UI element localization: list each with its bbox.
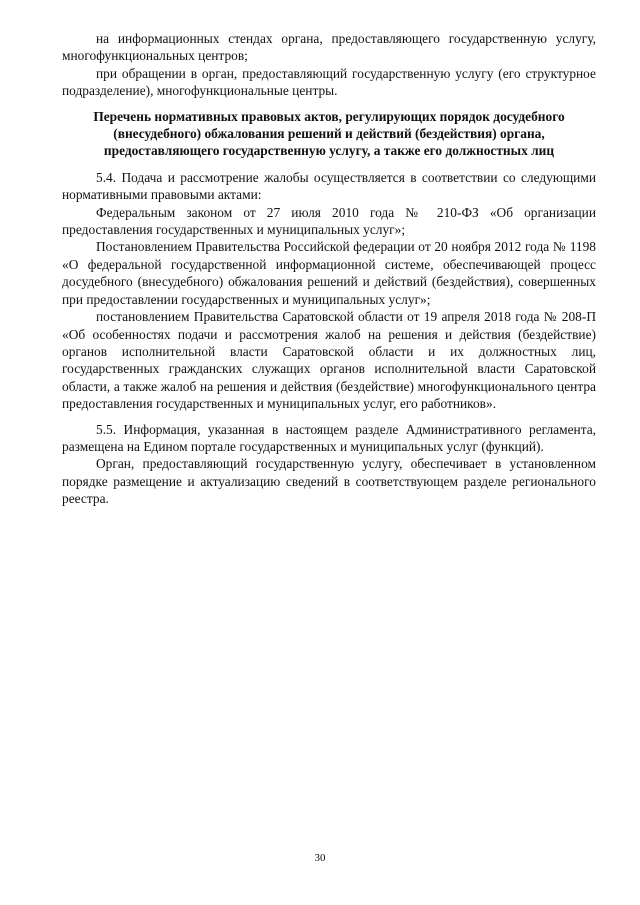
document-body: [62, 30, 596, 508]
paragraph-5-5: 5.5. Информация, указанная в настоящем разделе Административного регламента, размещена на Едином портале государственных и муниципальных услуг (функций).: [62, 421, 596, 454]
paragraph-direct-appeal: при обращении в орган, предоставляющий государственную услугу (его структурное подразделение), многофункциональные центры.: [62, 65, 596, 99]
section-heading: Перечень нормативных правовых актов, регулирующих порядок досудебного (внесудебного) обжалования решений и действий (бездействия) органа, предоставляющего государственную услугу, а также его должностных лиц: [93, 108, 565, 159]
paragraph-government-resolution: Постановлением Правительства Российской федерации от 20 ноября 2012 года № 1198 «О федеральной государственной информационной системе, обеспечивающей процесс досудебного (внесудебного) обжалования решений и действий (бездействия), совершенных при предоставлении государственных и муниципальных услуг»;: [62, 239, 596, 307]
paragraph-federal-law: Федеральным законом от 27 июля 2010 года № 210-ФЗ «Об организации предоставления государственных и муниципальных услуг»;: [62, 204, 596, 238]
paragraph-info-stands: на информационных стендах органа, предоставляющего государственную услугу, многофункциональных центров;: [62, 31, 596, 64]
paragraph-registry-update: Орган, предоставляющий государственную услугу, обеспечивает в установленном порядке размещение и актуализацию сведений в соответствующем разделе регионального реестра.: [62, 456, 596, 507]
page-number: 30: [314, 852, 326, 864]
paragraph-saratov-resolution: постановлением Правительства Саратовской области от 19 апреля 2018 года № 208-П «Об особенностях подачи и рассмотрения жалоб на решения и действия (бездействие) органов исполнительной власти Саратовской области и их должностных лиц, государственных гражданских служащих органов исполнительной власти Саратовской области, а также жалоб на решения и действия (бездействие) многофункционального центра предоставления государственных и муниципальных услуг, его работников».: [62, 309, 596, 412]
paragraph-5-4: 5.4. Подача и рассмотрение жалобы осуществляется в соответствии со следующими нормативными правовыми актами:: [62, 169, 596, 203]
